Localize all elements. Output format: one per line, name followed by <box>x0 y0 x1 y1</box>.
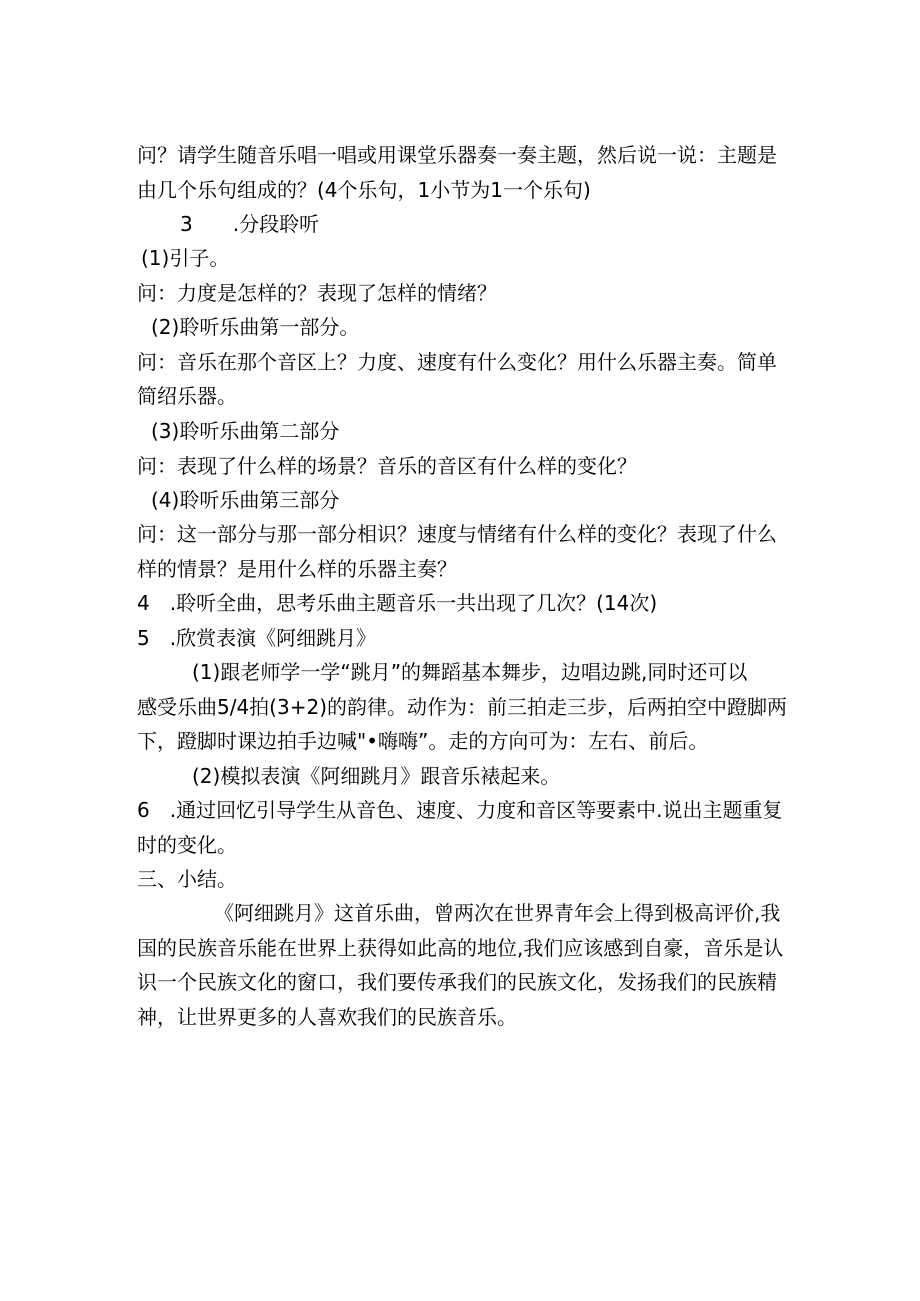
text-line: (1)跟老师学一学“跳月”的舞蹈基本舞步，边唱边跳,同时还可以 <box>192 660 748 684</box>
text-line: 问？请学生随音乐唱一唱或用课堂乐器奏一奏主题，然后说一说：主题是 <box>137 143 777 167</box>
text-line: 简绍乐器。 <box>137 384 237 408</box>
section-heading: 6 .通过回忆引导学生从音色、速度、力度和音区等要素中.说出主题重复 <box>137 798 783 822</box>
text-line: 感受乐曲5/4拍(3+2)的韵律。动作为：前三拍走三步，后两拍空中蹬脚两 <box>137 695 787 719</box>
text-line: 识一个民族文化的窗口，我们要传承我们的民族文化，发扬我们的民族精 <box>137 970 777 994</box>
text-line: 神，让世界更多的人喜欢我们的民族音乐。 <box>137 1005 517 1029</box>
text-line: 样的情景？是用什么样的乐器主奏？ <box>137 557 457 581</box>
text-line: 《阿细跳月》这首乐曲，曾两次在世界青年会上得到极高评价,我 <box>214 901 781 925</box>
section-heading: 4 .聆听全曲，思考乐曲主题音乐一共出现了几次？(14次) <box>137 591 658 615</box>
text-line: 国的民族音乐能在世界上获得如此高的地位,我们应该感到自豪，音乐是认 <box>137 936 784 960</box>
section-heading: 3 .分段聆听 <box>180 212 320 236</box>
subsection-heading: (4)聆听乐曲第三部分 <box>151 488 340 512</box>
text-line: 时的变化。 <box>137 833 237 857</box>
text-line: 问：力度是怎样的？表现了怎样的情绪？ <box>137 281 497 305</box>
text-line: 问：表现了什么样的场景？音乐的音区有什么样的变化？ <box>137 454 637 478</box>
section-heading: 三、小结。 <box>137 867 237 891</box>
section-heading: 5 .欣赏表演《阿细跳月》 <box>137 626 377 650</box>
text-line: 由几个乐句组成的？(4个乐句，1小节为1一个乐句) <box>137 178 591 202</box>
subsection-heading: (3)聆听乐曲第二部分 <box>151 419 340 443</box>
text-line: (2)模拟表演《阿细跳月》跟音乐裱起来。 <box>192 764 561 788</box>
subsection-heading: (2)聆听乐曲第一部分。 <box>151 315 360 339</box>
text-line: 问：这一部分与那一部分相识？速度与情绪有什么样的变化？表现了什么 <box>137 522 777 546</box>
subsection-heading: (1)引子。 <box>141 246 230 270</box>
text-line: 下，蹬脚时课边拍手边喊"•嗨嗨”。走的方向可为：左右、前后。 <box>137 729 709 753</box>
text-line: 问：音乐在那个音区上？力度、速度有什么变化？用什么乐器主奏。简单 <box>137 350 777 374</box>
